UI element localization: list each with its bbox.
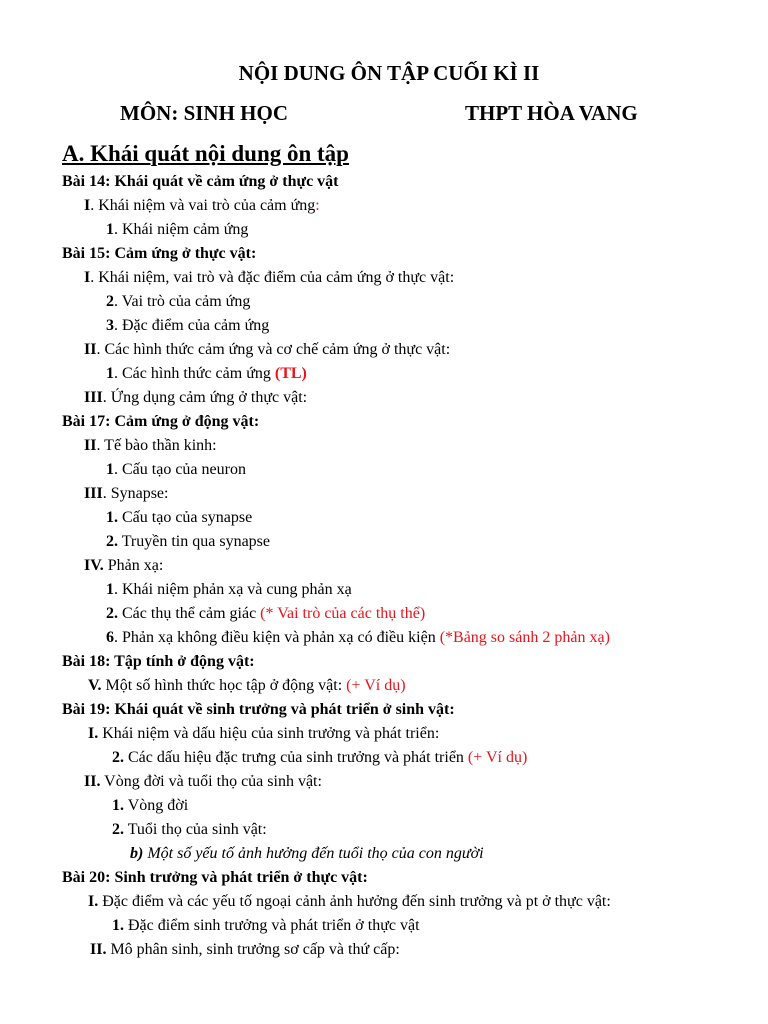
outline-item	[0, 530, 768, 554]
item-text: Đặc điểm sinh trưởng và phát triển ở thực vật	[124, 917, 420, 934]
outline-item	[0, 554, 768, 578]
outline-item	[0, 602, 768, 626]
item-text: . Tế bào thần kinh:	[96, 437, 217, 454]
item-number: 1.	[106, 509, 118, 526]
outline-item	[0, 890, 768, 914]
item-text: Các thụ thể cảm giác	[118, 605, 261, 622]
outline-item	[0, 482, 768, 506]
outline-item	[0, 722, 768, 746]
item-number: II	[84, 437, 97, 454]
lesson-heading	[0, 410, 768, 434]
item-number: I	[84, 269, 91, 286]
item-number: II.	[84, 773, 101, 790]
item-text: . Vai trò của cảm ứng	[114, 293, 251, 310]
item-text: Truyền tin qua synapse	[118, 533, 270, 550]
item-number: III	[84, 389, 103, 406]
item-text: . Các hình thức cảm ứng và cơ chế cảm ứng ở thực vật:	[96, 341, 451, 358]
item-number: II	[84, 341, 97, 358]
outline-item	[0, 434, 768, 458]
item-text: Một số yếu tố ảnh hưởng đến tuổi thọ của con người	[143, 845, 484, 862]
outline-item	[0, 578, 768, 602]
lesson-heading	[0, 866, 768, 890]
item-text: Mô phân sinh, sinh trưởng sơ cấp và thứ cấp:	[106, 941, 400, 958]
item-number: 1	[106, 461, 114, 478]
document-title: NỘI DUNG ÔN TẬP CUỐI KÌ II	[238, 61, 540, 85]
item-number: 2.	[112, 821, 124, 838]
outline-list	[0, 170, 768, 962]
item-text: . Ứng dụng cảm ứng ở thực vật:	[102, 389, 308, 406]
outline-item	[0, 386, 768, 410]
subtitle-row	[0, 100, 768, 126]
item-number: 2.	[106, 533, 118, 550]
item-text: Một số hình thức học tập ở động vật:	[101, 677, 347, 694]
item-number: III	[84, 485, 103, 502]
item-text: . Khái niệm phản xạ và cung phản xạ	[114, 581, 352, 598]
subject-label: MÔN: SINH HỌC	[120, 101, 288, 125]
outline-item	[0, 674, 768, 698]
item-text: . Khái niệm cảm ứng	[114, 221, 249, 238]
item-number: 1	[106, 365, 114, 382]
item-text: . Synapse:	[102, 485, 169, 502]
item-text: . Cấu tạo của neuron	[114, 461, 246, 478]
item-number: IV.	[84, 557, 104, 574]
item-text: Vòng đời	[124, 797, 189, 814]
outline-item	[0, 314, 768, 338]
outline-item	[0, 794, 768, 818]
item-text: . Phản xạ không điều kiện và phản xạ có điều kiện	[114, 629, 440, 646]
highlight-note: (*Bảng so sánh 2 phản xạ)	[439, 629, 610, 646]
highlight-note: (* Vai trò của các thụ thể)	[260, 605, 426, 622]
item-text: Bài 15: Cảm ứng ở thực vật:	[62, 245, 257, 262]
item-text: . Khái niệm và vai trò của cảm ứng	[90, 197, 316, 214]
item-text: Bài 14: Khái quát về cảm ứng ở thực vật	[62, 173, 339, 190]
section-heading: A. Khái quát nội dung ôn tập	[62, 141, 349, 166]
item-text: Phản xạ:	[103, 557, 164, 574]
outline-item	[0, 338, 768, 362]
outline-item	[0, 194, 768, 218]
item-number: 3	[106, 317, 114, 334]
outline-item	[0, 362, 768, 386]
highlight-note: (TL)	[274, 365, 307, 382]
outline-item	[0, 770, 768, 794]
item-number: 2.	[112, 749, 124, 766]
item-number: 6	[106, 629, 114, 646]
highlight-note: (+ Ví dụ)	[467, 749, 528, 766]
item-text: Bài 18: Tập tính ở động vật:	[62, 653, 255, 670]
outline-item	[0, 626, 768, 650]
highlight-note: :	[315, 197, 320, 214]
item-number: I	[84, 197, 91, 214]
item-number: I.	[88, 725, 99, 742]
item-number: b)	[130, 845, 144, 862]
item-text: Bài 19: Khái quát về sinh trưởng và phát triển ở sinh vật:	[62, 701, 455, 718]
item-text: Bài 20: Sinh trưởng và phát triển ở thực vật:	[62, 869, 368, 886]
lesson-heading	[0, 242, 768, 266]
item-number: V.	[88, 677, 102, 694]
outline-item	[0, 266, 768, 290]
outline-item	[0, 746, 768, 770]
outline-item	[0, 290, 768, 314]
lesson-heading	[0, 170, 768, 194]
outline-item	[0, 818, 768, 842]
outline-item	[0, 938, 768, 962]
outline-item	[0, 218, 768, 242]
item-text: Đặc điểm và các yếu tố ngoại cảnh ảnh hưởng đến sinh trưởng và pt ở thực vật:	[98, 893, 611, 910]
item-number: 1	[106, 221, 114, 238]
item-text: Cấu tạo của synapse	[118, 509, 253, 526]
item-text: Tuổi thọ của sinh vật:	[124, 821, 267, 838]
item-text: Khái niệm và dấu hiệu của sinh trưởng và phát triển:	[98, 725, 440, 742]
item-number: II.	[90, 941, 107, 958]
item-text: Vòng đời và tuổi thọ của sinh vật:	[100, 773, 322, 790]
item-number: 2.	[106, 605, 118, 622]
outline-item	[0, 914, 768, 938]
outline-item	[0, 842, 768, 866]
item-text: . Đặc điểm của cảm ứng	[114, 317, 270, 334]
highlight-note: (+ Ví dụ)	[346, 677, 406, 694]
item-text: . Các hình thức cảm ứng	[114, 365, 275, 382]
item-number: I.	[88, 893, 99, 910]
school-label: THPT HÒA VANG	[465, 101, 638, 125]
item-text: Bài 17: Cảm ứng ở động vật:	[62, 413, 260, 430]
lesson-heading	[0, 650, 768, 674]
item-number: 1.	[112, 797, 124, 814]
item-text: . Khái niệm, vai trò và đặc điểm của cảm ứng ở thực vật:	[90, 269, 455, 286]
item-number: 2	[106, 293, 114, 310]
outline-item	[0, 458, 768, 482]
item-number: 1	[106, 581, 114, 598]
item-number: 1.	[112, 917, 124, 934]
lesson-heading	[0, 698, 768, 722]
outline-item	[0, 506, 768, 530]
item-text: Các dấu hiệu đặc trưng của sinh trưởng và phát triển	[124, 749, 468, 766]
